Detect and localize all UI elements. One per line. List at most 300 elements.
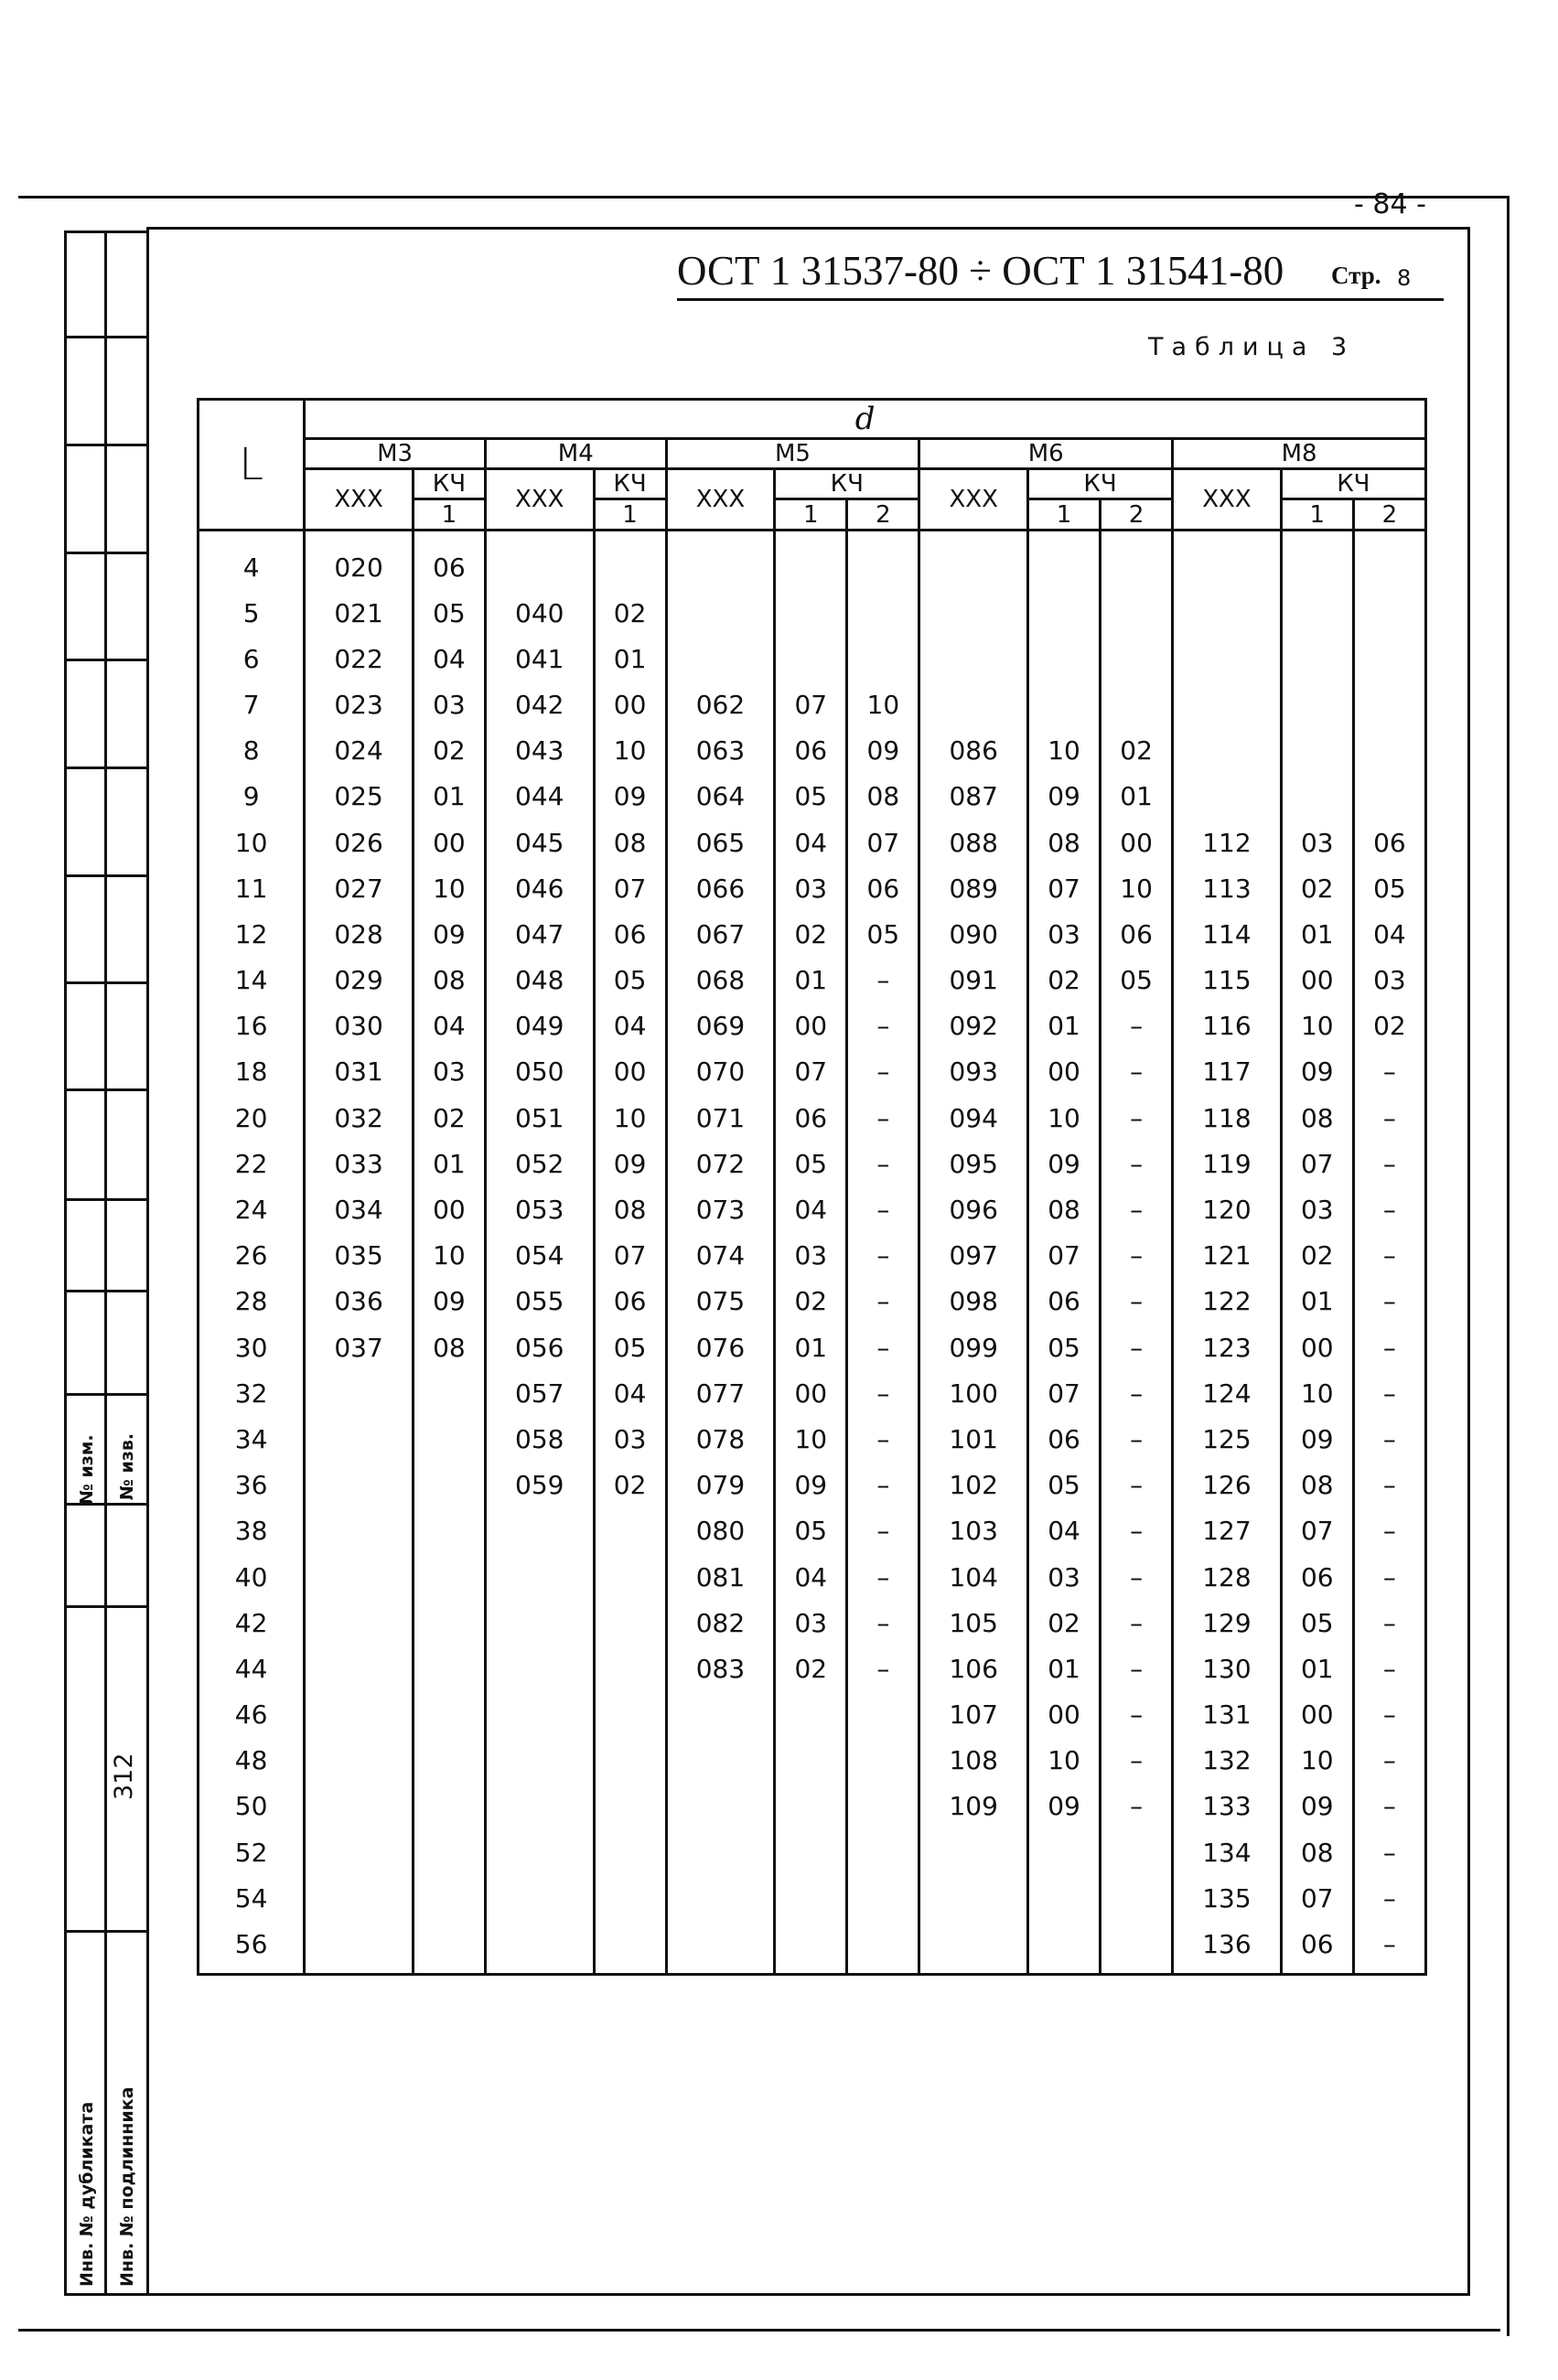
code-cell	[1027, 590, 1100, 636]
table-row	[199, 728, 1426, 774]
code-cell	[847, 1692, 919, 1738]
code-cell: –	[847, 1141, 919, 1186]
code-cell: –	[1353, 1646, 1425, 1691]
code-cell: 091	[919, 958, 1028, 1003]
code-cell: 02	[1353, 1003, 1425, 1049]
code-cell: 133	[1173, 1784, 1282, 1829]
code-cell: 00	[594, 1049, 666, 1095]
table-row	[199, 681, 1426, 727]
page-number: - 84 -	[1354, 188, 1426, 220]
code-cell: 092	[919, 1003, 1028, 1049]
code-cell: 123	[1173, 1324, 1282, 1370]
margin-cell-line	[64, 444, 148, 446]
code-cell	[305, 1554, 414, 1600]
code-cell	[1101, 531, 1173, 591]
length-cell: 9	[199, 774, 305, 820]
table-row	[199, 1600, 1426, 1646]
length-cell: 38	[199, 1508, 305, 1554]
code-cell	[1027, 1921, 1100, 1974]
table-row	[199, 1692, 1426, 1738]
code-cell	[775, 1829, 847, 1875]
notice-no-label: № изв.	[117, 1432, 137, 1500]
code-cell: 00	[1027, 1692, 1100, 1738]
table-row	[199, 1003, 1426, 1049]
code-cell: 030	[305, 1003, 414, 1049]
code-cell: 029	[305, 958, 414, 1003]
code-cell: 02	[775, 911, 847, 957]
code-cell	[413, 1646, 485, 1691]
xxx-header: ХХХ	[666, 469, 775, 531]
code-cell: –	[1101, 1186, 1173, 1232]
code-cell: 05	[775, 1508, 847, 1554]
code-cell: 058	[485, 1416, 594, 1462]
code-cell	[1173, 531, 1282, 591]
code-cell: 02	[1281, 1233, 1353, 1279]
code-cell: 122	[1173, 1279, 1282, 1324]
length-cell: 50	[199, 1784, 305, 1829]
code-cell	[1101, 1921, 1173, 1974]
code-cell	[485, 1875, 594, 1921]
code-cell	[1353, 590, 1425, 636]
code-cell: 104	[919, 1554, 1028, 1600]
code-cell	[847, 531, 919, 591]
code-cell	[305, 1829, 414, 1875]
code-cell	[919, 636, 1028, 681]
code-cell: 10	[1281, 1738, 1353, 1784]
code-cell: 07	[1281, 1875, 1353, 1921]
code-cell: 109	[919, 1784, 1028, 1829]
code-cell	[666, 590, 775, 636]
code-cell	[847, 1738, 919, 1784]
kch-header: КЧ	[775, 469, 919, 499]
table-row	[199, 1049, 1426, 1095]
table-row	[199, 1279, 1426, 1324]
code-cell: –	[1101, 1049, 1173, 1095]
table-row	[199, 1370, 1426, 1416]
length-cell: 14	[199, 958, 305, 1003]
code-cell: 065	[666, 820, 775, 865]
code-cell: 035	[305, 1233, 414, 1279]
code-cell: –	[847, 1233, 919, 1279]
kch-subcolumn-header: 1	[594, 499, 666, 531]
code-cell	[413, 1463, 485, 1508]
thread-group-header: М5	[666, 439, 919, 469]
margin-cell-line	[64, 552, 148, 554]
thread-group-header: М6	[919, 439, 1173, 469]
code-cell	[305, 1370, 414, 1416]
code-cell	[305, 1463, 414, 1508]
code-cell: 04	[1353, 911, 1425, 957]
code-cell: 08	[413, 958, 485, 1003]
code-cell	[666, 1829, 775, 1875]
code-cell	[594, 1554, 666, 1600]
code-cell: 10	[594, 728, 666, 774]
code-cell	[775, 1692, 847, 1738]
code-cell	[919, 1829, 1028, 1875]
code-cell	[666, 1692, 775, 1738]
kch-header: КЧ	[594, 469, 666, 499]
code-cell: 09	[1281, 1416, 1353, 1462]
code-cell: –	[1101, 1554, 1173, 1600]
table-row	[199, 1463, 1426, 1508]
code-cell: –	[1353, 1049, 1425, 1095]
table-row	[199, 1784, 1426, 1829]
code-cell: –	[1353, 1692, 1425, 1738]
code-cell: 095	[919, 1141, 1028, 1186]
code-cell: 05	[594, 958, 666, 1003]
code-cell: 10	[775, 1416, 847, 1462]
length-cell: 32	[199, 1370, 305, 1416]
code-cell: 050	[485, 1049, 594, 1095]
kch-subcolumn-header: 2	[1353, 499, 1425, 531]
code-cell: 057	[485, 1370, 594, 1416]
code-cell: 108	[919, 1738, 1028, 1784]
code-cell: 06	[413, 531, 485, 591]
code-cell	[847, 1921, 919, 1974]
code-cell: 124	[1173, 1370, 1282, 1416]
margin-cell-line	[64, 336, 148, 338]
code-cell: 08	[413, 1324, 485, 1370]
code-cell	[594, 1921, 666, 1974]
table-row	[199, 1554, 1426, 1600]
code-cell: 05	[1281, 1600, 1353, 1646]
code-cell: 00	[1281, 958, 1353, 1003]
code-cell: 06	[1101, 911, 1173, 957]
code-cell	[305, 1784, 414, 1829]
code-cell: 086	[919, 728, 1028, 774]
code-cell: 05	[1027, 1463, 1100, 1508]
code-cell: 036	[305, 1279, 414, 1324]
code-cell: 00	[594, 681, 666, 727]
code-cell: 089	[919, 865, 1028, 911]
code-cell: 04	[775, 1186, 847, 1232]
kch-subcolumn-header: 1	[775, 499, 847, 531]
margin-cell-line	[64, 874, 148, 877]
code-cell	[1101, 590, 1173, 636]
code-cell	[666, 1784, 775, 1829]
code-cell: 051	[485, 1095, 594, 1141]
code-cell: –	[1353, 1416, 1425, 1462]
code-cell: 00	[1281, 1324, 1353, 1370]
code-cell	[413, 1554, 485, 1600]
code-cell: 09	[1027, 1141, 1100, 1186]
code-cell: –	[1353, 1829, 1425, 1875]
code-cell: 028	[305, 911, 414, 957]
code-cell: 033	[305, 1141, 414, 1186]
length-cell: 18	[199, 1049, 305, 1095]
thread-group-header: М8	[1173, 439, 1426, 469]
code-cell: 04	[413, 636, 485, 681]
code-cell: 114	[1173, 911, 1282, 957]
code-cell: –	[1353, 1784, 1425, 1829]
margin-cell-line	[64, 1930, 148, 1933]
code-cell: 09	[1027, 774, 1100, 820]
table-row	[199, 590, 1426, 636]
code-cell	[485, 1738, 594, 1784]
code-cell: 02	[594, 590, 666, 636]
code-cell: 09	[1281, 1784, 1353, 1829]
code-cell: 130	[1173, 1646, 1282, 1691]
code-cell: 080	[666, 1508, 775, 1554]
code-cell: 06	[1353, 820, 1425, 865]
code-cell	[1027, 681, 1100, 727]
right-rule	[1507, 196, 1510, 2336]
table-row	[199, 1921, 1426, 1974]
code-cell: 05	[1101, 958, 1173, 1003]
code-cell: 03	[1353, 958, 1425, 1003]
code-cell	[666, 636, 775, 681]
code-cell: –	[1101, 1003, 1173, 1049]
code-cell	[485, 1508, 594, 1554]
code-cell	[1027, 636, 1100, 681]
code-cell: 134	[1173, 1829, 1282, 1875]
code-cell: 04	[594, 1003, 666, 1049]
code-cell	[1281, 636, 1353, 681]
length-cell: 40	[199, 1554, 305, 1600]
kch-header: КЧ	[1281, 469, 1425, 499]
code-cell	[413, 1508, 485, 1554]
code-cell: –	[847, 1049, 919, 1095]
code-cell: 071	[666, 1095, 775, 1141]
code-cell: –	[847, 1324, 919, 1370]
code-cell: 034	[305, 1186, 414, 1232]
code-cell: –	[1353, 1600, 1425, 1646]
code-cell	[847, 636, 919, 681]
code-cell: 01	[775, 1324, 847, 1370]
code-cell	[775, 590, 847, 636]
code-cell: –	[1101, 1784, 1173, 1829]
code-cell	[594, 1875, 666, 1921]
code-cell: 06	[594, 1279, 666, 1324]
kch-subcolumn-header: 2	[1101, 499, 1173, 531]
code-cell: 062	[666, 681, 775, 727]
length-cell: 26	[199, 1233, 305, 1279]
code-cell	[1101, 636, 1173, 681]
code-cell: –	[1353, 1279, 1425, 1324]
code-cell	[1281, 774, 1353, 820]
code-cell	[1101, 1875, 1173, 1921]
margin-cell-line	[64, 1198, 148, 1201]
code-cell: 03	[1281, 820, 1353, 865]
code-cell: 09	[847, 728, 919, 774]
change-no-label: № изм.	[77, 1434, 97, 1505]
code-cell	[1173, 681, 1282, 727]
code-cell: 077	[666, 1370, 775, 1416]
thread-group-header: М4	[485, 439, 666, 469]
code-cell: 03	[413, 681, 485, 727]
code-cell: 06	[775, 728, 847, 774]
code-cell	[485, 1692, 594, 1738]
table-row	[199, 774, 1426, 820]
code-cell	[1173, 590, 1282, 636]
table-row	[199, 1829, 1426, 1875]
code-cell: 10	[1027, 728, 1100, 774]
code-cell: 00	[775, 1003, 847, 1049]
code-cell: 06	[594, 911, 666, 957]
code-cell: 01	[775, 958, 847, 1003]
code-cell: 03	[1027, 1554, 1100, 1600]
code-cell: 03	[775, 1233, 847, 1279]
code-cell	[1173, 728, 1282, 774]
code-cell	[919, 590, 1028, 636]
code-cell: –	[1353, 1738, 1425, 1784]
table-row	[199, 531, 1426, 591]
code-cell: 06	[847, 865, 919, 911]
code-cell	[485, 1784, 594, 1829]
sheet-label: Стр.	[1331, 262, 1381, 289]
length-cell: 52	[199, 1829, 305, 1875]
code-cell	[1101, 1829, 1173, 1875]
code-cell: 10	[1027, 1095, 1100, 1141]
code-cell: 05	[775, 1141, 847, 1186]
code-cell	[1173, 636, 1282, 681]
code-cell	[594, 1692, 666, 1738]
code-cell	[666, 1875, 775, 1921]
code-cell	[594, 1646, 666, 1691]
code-cell	[485, 1600, 594, 1646]
code-cell: –	[1353, 1141, 1425, 1186]
code-cell	[305, 1875, 414, 1921]
code-cell	[413, 1784, 485, 1829]
code-cell: 08	[1027, 820, 1100, 865]
code-cell: 00	[1027, 1049, 1100, 1095]
thread-group-header: М3	[305, 439, 486, 469]
code-cell: 047	[485, 911, 594, 957]
code-cell	[305, 1738, 414, 1784]
diameter-header: d	[305, 400, 1426, 439]
length-cell: 36	[199, 1463, 305, 1508]
code-cell: 026	[305, 820, 414, 865]
code-cell: –	[1101, 1463, 1173, 1508]
code-cell: –	[847, 1600, 919, 1646]
code-cell: –	[1353, 1186, 1425, 1232]
xxx-header: ХХХ	[919, 469, 1028, 531]
code-cell	[847, 1875, 919, 1921]
length-cell: 46	[199, 1692, 305, 1738]
code-cell: 046	[485, 865, 594, 911]
table-caption: Таблица 3	[1148, 333, 1356, 361]
code-cell	[594, 1784, 666, 1829]
code-cell: 06	[1027, 1416, 1100, 1462]
code-cell: 00	[413, 820, 485, 865]
table-row	[199, 1875, 1426, 1921]
length-cell: 28	[199, 1279, 305, 1324]
table-row	[199, 865, 1426, 911]
code-cell: 02	[413, 728, 485, 774]
code-cell: 01	[413, 774, 485, 820]
margin-strip-divider	[104, 230, 107, 2296]
code-cell	[775, 1921, 847, 1974]
length-cell: 7	[199, 681, 305, 727]
code-cell: 113	[1173, 865, 1282, 911]
code-cell: 115	[1173, 958, 1282, 1003]
code-cell: –	[1101, 1738, 1173, 1784]
code-cell: 06	[1027, 1279, 1100, 1324]
code-cell: 042	[485, 681, 594, 727]
code-cell: 045	[485, 820, 594, 865]
code-cell: 021	[305, 590, 414, 636]
code-cell: –	[847, 1463, 919, 1508]
code-cell	[1101, 681, 1173, 727]
code-cell	[1027, 1875, 1100, 1921]
fastener-code-table	[197, 398, 1427, 1976]
code-cell: –	[1353, 1875, 1425, 1921]
code-cell	[485, 1829, 594, 1875]
code-cell: 069	[666, 1003, 775, 1049]
code-cell: 04	[594, 1370, 666, 1416]
length-cell: 11	[199, 865, 305, 911]
code-cell	[305, 1692, 414, 1738]
original-inventory-label: Инв. № подлинника	[117, 2086, 137, 2287]
code-cell	[485, 1646, 594, 1691]
code-cell: 02	[775, 1279, 847, 1324]
code-cell: 044	[485, 774, 594, 820]
code-cell: 10	[1101, 865, 1173, 911]
table-row	[199, 1646, 1426, 1691]
code-cell	[594, 531, 666, 591]
code-cell: 116	[1173, 1003, 1282, 1049]
length-cell: 20	[199, 1095, 305, 1141]
kch-subcolumn-header: 1	[1281, 499, 1353, 531]
code-cell: –	[847, 1508, 919, 1554]
code-cell: 02	[1027, 1600, 1100, 1646]
code-cell	[847, 1829, 919, 1875]
code-cell	[775, 1784, 847, 1829]
code-cell: –	[1353, 1921, 1425, 1974]
code-cell: 056	[485, 1324, 594, 1370]
code-cell: 09	[413, 911, 485, 957]
kch-subcolumn-header: 1	[413, 499, 485, 531]
code-cell: 06	[1281, 1554, 1353, 1600]
code-cell: –	[1353, 1324, 1425, 1370]
code-cell: 121	[1173, 1233, 1282, 1279]
code-cell: 131	[1173, 1692, 1282, 1738]
code-cell: 05	[594, 1324, 666, 1370]
top-rule	[18, 196, 1510, 198]
code-cell: 135	[1173, 1875, 1282, 1921]
code-cell: 037	[305, 1324, 414, 1370]
code-cell	[1353, 774, 1425, 820]
code-cell: 08	[594, 1186, 666, 1232]
code-cell: 024	[305, 728, 414, 774]
length-cell: 22	[199, 1141, 305, 1186]
code-cell: –	[847, 1186, 919, 1232]
code-cell: 08	[1281, 1829, 1353, 1875]
code-cell: 08	[1027, 1186, 1100, 1232]
code-cell	[1281, 728, 1353, 774]
code-cell: 041	[485, 636, 594, 681]
margin-cell-line	[64, 1088, 148, 1091]
kch-header: КЧ	[1027, 469, 1172, 499]
code-cell	[305, 1600, 414, 1646]
code-cell: –	[1101, 1095, 1173, 1141]
code-cell	[485, 531, 594, 591]
table-row	[199, 1141, 1426, 1186]
code-cell	[1173, 774, 1282, 820]
code-cell	[413, 1416, 485, 1462]
xxx-header: ХХХ	[1173, 469, 1282, 531]
code-cell: 01	[1027, 1003, 1100, 1049]
length-cell: 42	[199, 1600, 305, 1646]
code-cell: –	[1101, 1646, 1173, 1691]
code-cell	[1353, 728, 1425, 774]
code-cell: 09	[1027, 1784, 1100, 1829]
code-cell: 08	[847, 774, 919, 820]
code-cell: 09	[775, 1463, 847, 1508]
code-cell	[413, 1370, 485, 1416]
code-cell	[775, 636, 847, 681]
table-body	[199, 531, 1426, 1975]
